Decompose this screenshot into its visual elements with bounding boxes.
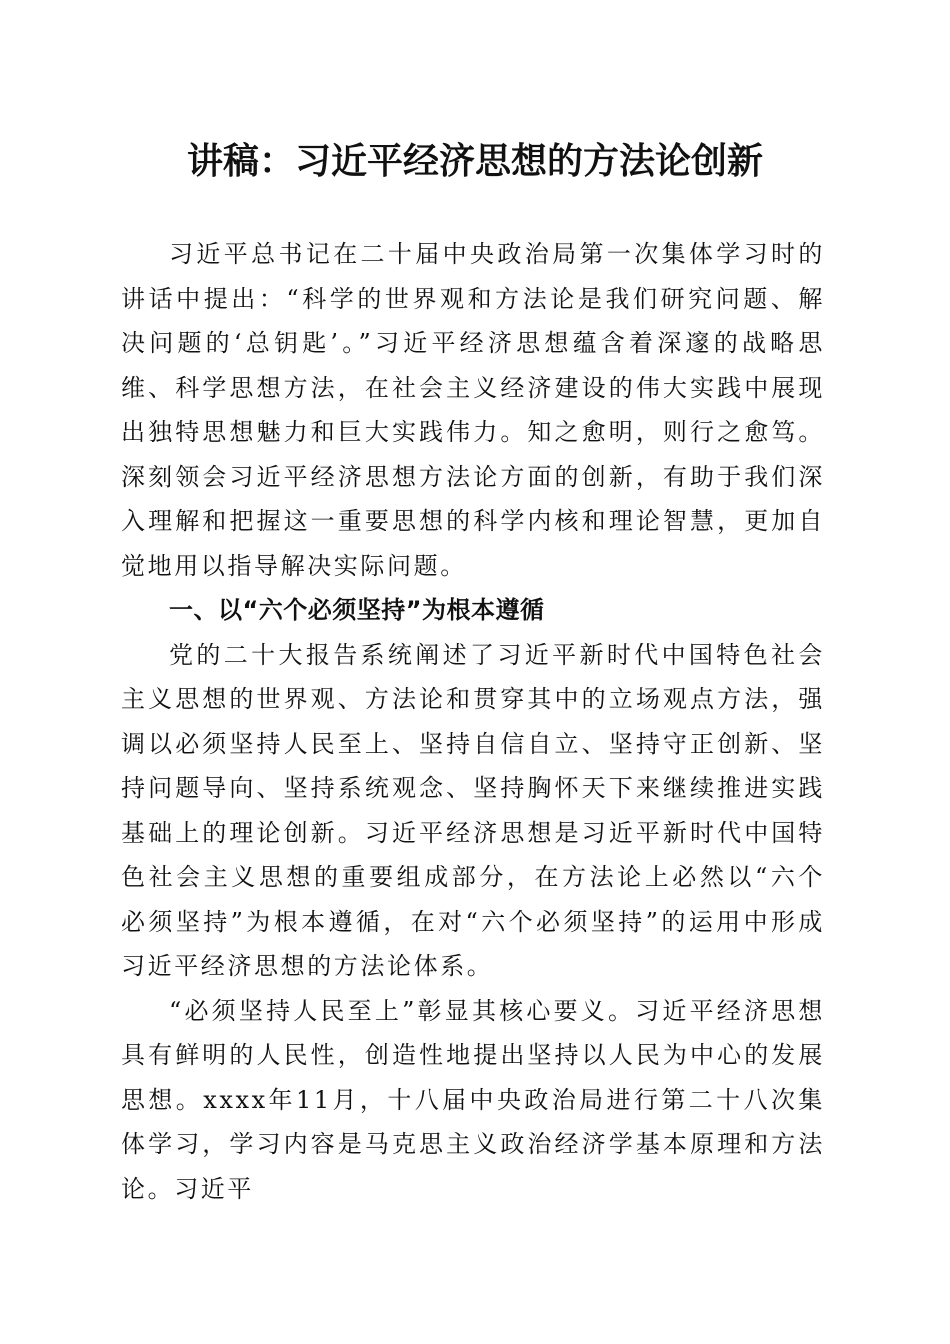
body-paragraph: 党的二十大报告系统阐述了习近平新时代中国特色社会主义思想的世界观、方法论和贯穿其中的立场观点方法，强调以必须坚持人民至上、坚持自信自立、坚持守正创新、坚持问题导向、坚持系统观念、坚持胸怀天下来继续推进实践基础上的理论创新。习近平经济思想是习近平新时代中国特色社会主义思想的重要组成部分，在方法论上必然以“六个必须坚持”为根本遵循，在对“六个必须坚持”的运用中形成习近平经济思想的方法论体系。: [121, 640, 825, 980]
body-paragraph: “必须坚持人民至上”彰显其核心要义。习近平经济思想具有鲜明的人民性，创造性地提出坚持以人民为中心的发展思想。xxxx年11月，十八届中央政治局进行第二十八次集体学习，学习内容是马克思主义政治经济学基本原理和方法论。习近平: [121, 996, 825, 1203]
section-heading-1: 一、以“六个必须坚持”为根本遵循: [169, 596, 545, 624]
intro-paragraph: 习近平总书记在二十届中央政治局第一次集体学习时的讲话中提出：“科学的世界观和方法论是我们研究问题、解决问题的‘总钥匙’。”习近平经济思想蕴含着深邃的战略思维、科学思想方法，在社会主义经济建设的伟大实践中展现出独特思想魅力和巨大实践伟力。知之愈明，则行之愈笃。深刻领会习近平经济思想方法论方面的创新，有助于我们深入理解和把握这一重要思想的科学内核和理论智慧，更加自觉地用以指导解决实际问题。: [121, 240, 825, 580]
document-body: [121, 232, 825, 1211]
document-title: 讲稿：习近平经济思想的方法论创新: [186, 140, 763, 182]
